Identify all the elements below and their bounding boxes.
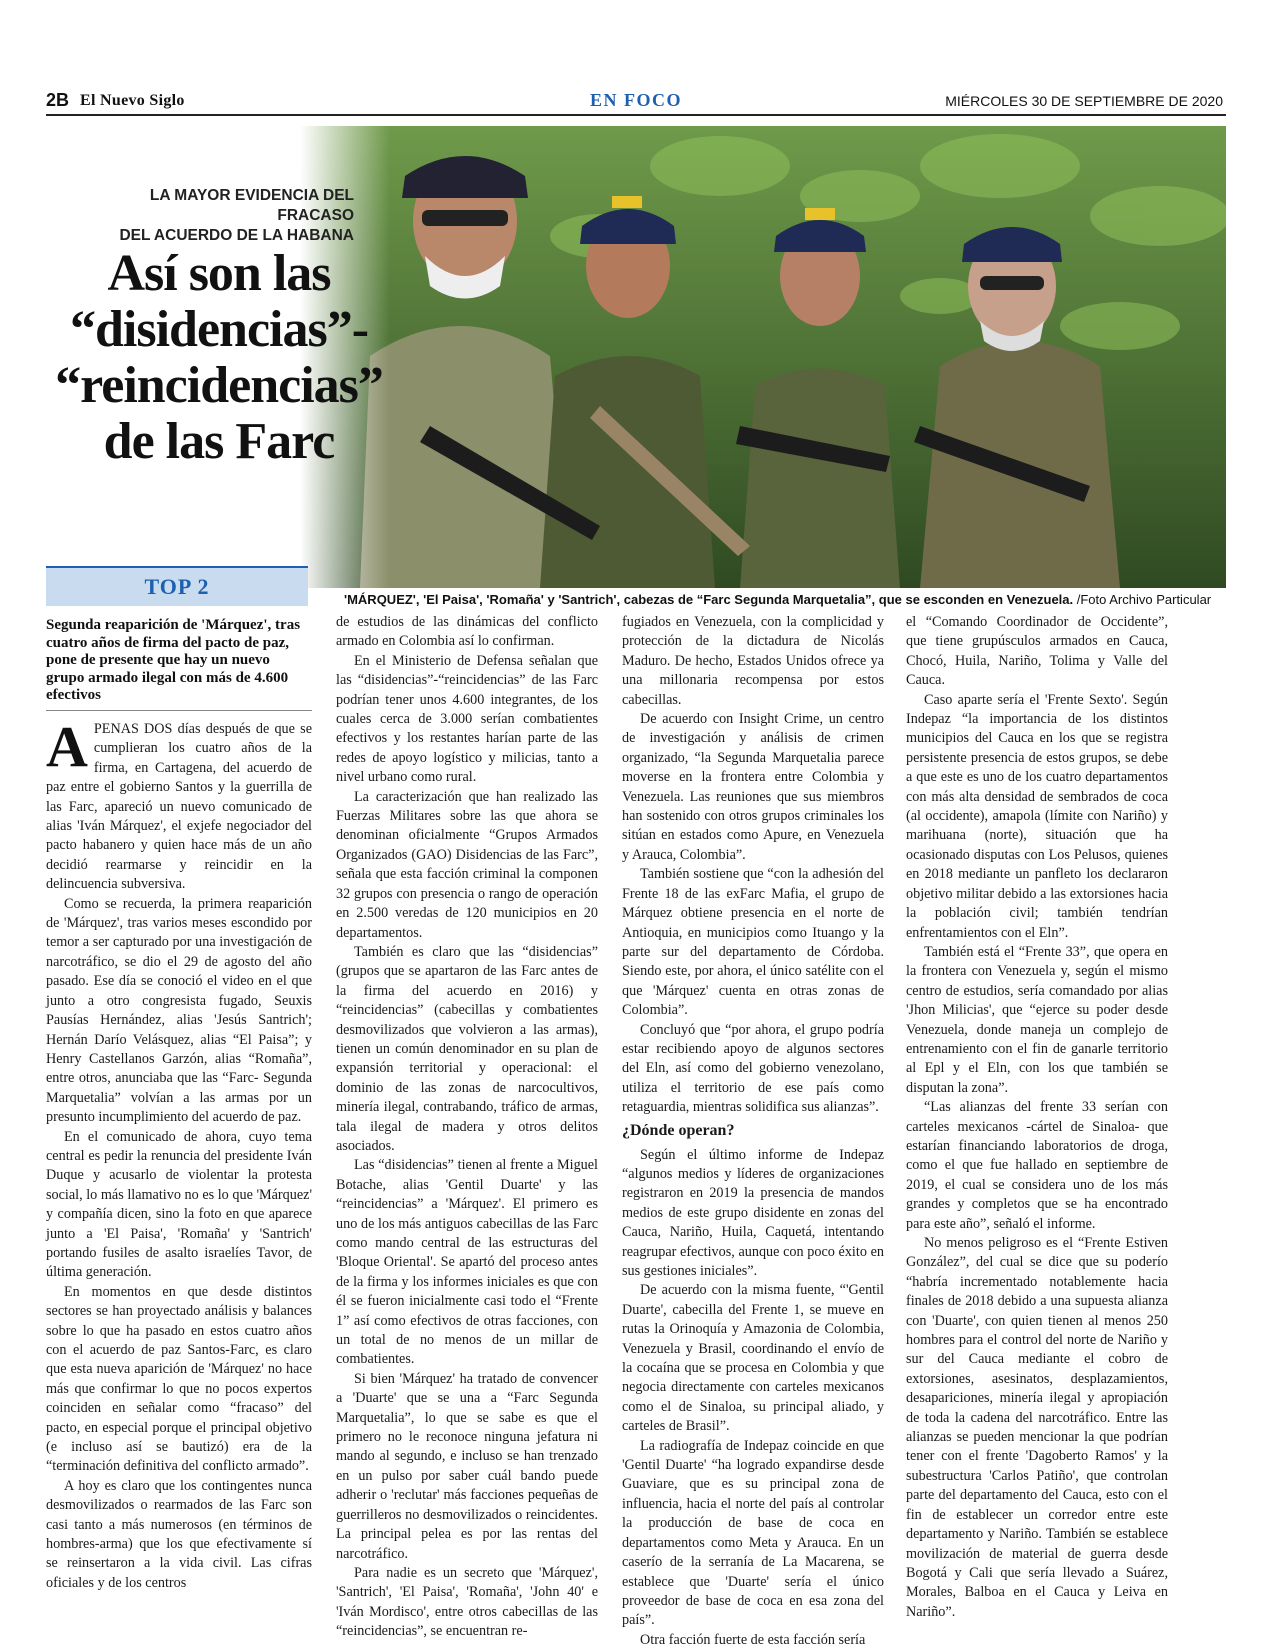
kicker [74,186,354,246]
paragraph: Como se recuerda, la primera reaparición de 'Márquez', tras varios meses escondido por temor a ser capturado por una investigación de narcotráfico, se dio el 29 de agosto del año pasado. Ese día se conoció el video en el que junto a otro congresista fugado, Seuxis Pausías Hernández, alias 'Jesús Santrich'; Hernán Darío Velásquez, alias “El Paisa”; y Henry Castellanos Garzón, alias “Romaña”, entre otros, anunciaba que las “Farc- Segunda Marquetalia” volvían a las armas por un presunto incumplimiento del acuerdo de paz. [46,895,312,1126]
paragraph: APENAS DOS días después de que se cumplieran los cuatro años de la firma, en Cartagena, del acuerdo de paz entre el gobierno Santos y la guerrilla de las Farc, apareció un nuevo comunicado de alias 'Iván Márquez', el exjefe negociador del pacto habanero y quien hace más de un año decidió rearmarse y reincidir en la delincuencia subversiva. [46,714,312,893]
paragraph: fugiados en Venezuela, con la complicidad y protección de la dictadura de Nicolás Maduro. De hecho, Estados Unidos ofrece ya una millonaria recompensa por estos cabecillas. [622,614,884,708]
paragraph: La radiografía de Indepaz coincide en que 'Gentil Duarte' “ha logrado expandirse desde Guaviare, que es su principal zona de influencia, hacia el norte del país al controlar la producción de base de coca en departamentos como Meta y Arauca. En un caserío de la serranía de La Macarena, se establece que 'Duarte' sería el único proveedor de base de coca en esa zona del país”. [622,1437,884,1629]
header-rule [46,114,1226,116]
kicker-line-2: DEL ACUERDO DE LA HABANA [119,227,354,244]
paragraph: En momentos en que desde distintos sectores se han proyectado análisis y balances sobre lo que ha pasado en estos cuatro años con el acuerdo de paz Santos-Farc, es claro que esta nueva aparición de 'Márquez' no hace más que confirmar lo que no pocos expertos coinciden en señalar como “fracaso” del pacto, en especial porque el principal objetivo (e incluso así se bautizó) era de la “terminación definitiva del conflicto armado”. [46,1283,312,1475]
paragraph: La caracterización que han realizado las Fuerzas Militares sobre las que ahora se denominan oficialmente “Grupos Armados Organizados (GAO) Disidencias de las Farc”, señala que esta facción criminal la componen 32 grupos con presencia o rango de operación en 2.500 veredas de 120 municipios en 20 departamentos. [336,788,598,941]
paragraph: No menos peligroso es el “Frente Estiven González”, del cual se dice que su poderío “habría incrementado notablemente hacia finales de 2018 debido a una supuesta alianza con 'Duarte', con quien tienen al menos 250 hombres para el control del norte de Nariño y sur del Cauca mediante el cobro de extorsiones, asesinatos, desplazamientos, desapariciones, minería ilegal y apropiación de toda la cadena del narcotráfico. Entre las alianzas se pueden mencionar la que podrían tener con el frente 'Dagoberto Ramos' y la subestructura 'Carlos Patiño', que controlan parte del departamento del Cauca, esto con el fin de establecer un corredor entre este departamento y Nariño. También se establece movilización de material de guerra desde Bogotá y Cali que sería llevado a Suárez, Morales, Balboa en el Cauca y Leiva en Nariño”. [906,1235,1168,1620]
paragraph: De acuerdo con Insight Crime, un centro de investigación y análisis de crimen organizado, “la Segunda Marquetalia parece moverse en la frontera entre Colombia y Venezuela. Las reuniones que sus miembros han sostenido con otros grupos criminales los sitúan en estados como Apure, en Venezuela y Arauca, Colombia”. [622,711,884,863]
paragraph: Otra facción fuerte de esta facción sería [640,1631,866,1648]
kicker-line-1: LA MAYOR EVIDENCIA DEL FRACASO [149,187,354,224]
paragraph: Según el último informe de Indepaz “algunos medios y líderes de organizaciones registraron en 2019 la presencia de mandos medios de este grupo disidente en zonas del Cauca, Nariño, Huila, Caquetá, intentando reagrupar efectivos, aunque con poco éxito en sus gestiones iniciales”. [622,1146,884,1279]
lead-summary: Segunda reaparición de 'Márquez', tras cuatro años de firma del pacto de paz, pone de presente que hay un nuevo grupo armado ilegal con más de 4.600 efectivos [46,617,301,703]
headline-line-1: Así son las [107,245,331,302]
headline [54,246,384,470]
top2-badge: TOP 2 [46,566,308,606]
caption-main: 'MÁRQUEZ', 'El Paisa', 'Romaña' y 'Santrich', cabezas de “Farc Segunda Marquetalia”, que se esconden en Venezuela. [344,592,1074,607]
caption-credit: /Foto Archivo Particular [1073,592,1212,607]
page-number: 2B [46,90,70,110]
paragraph: Para nadie es un secreto que 'Márquez', 'Santrich', 'El Paisa', 'Romaña', 'John 40' e 'Iván Mordisco', entre otros cabecillas de las “reincidencias”, se encuentran re- [336,1564,598,1640]
column-1 [46,714,312,1593]
paragraph: De acuerdo con la misma fuente, “'Gentil Duarte', cabecilla del Frente 1, se mueve en rutas la Orinoquía y Amazonia de Colombia, Venezuela y Brasil, coordinando el envío de la cocaína que se procesa en Colombia y que negocia directamente con carteles mexicanos como el de Sinaloa, su principal aliado, y carteles de Brasil”. [622,1282,884,1435]
paragraph: En el comunicado de ahora, cuyo tema central es pedir la renuncia del presidente Iván Duque y acusarlo de violentar la protesta social, lo más llamativo no es lo que 'Márquez' y compañía dicen, sino la foto en que aparece junto a 'El Paisa', 'Romaña' y 'Santrich' portando fusiles de asalto israelíes Tavor, de última generación. [46,1128,312,1281]
paragraph: Las “disidencias” tienen al frente a Miguel Botache, alias 'Gentil Duarte' y las “reincidencias” a 'Márquez'. El primero es uno de los más antiguos cabecillas de las Farc como mando central de las estructuras del 'Bloque Oriental'. Se apartó del proceso antes de la firma y los informes iniciales es que con él se fueron inicialmente casi todo el “Frente 1” así como efectivos de otras facciones, con un total de no menos de un millar de combatientes. [336,1157,598,1368]
paragraph: Si bien 'Márquez' ha tratado de convencer a 'Duarte' que se una a “Farc Segunda Marquetalia”, lo que se sabe es que el primero no le reconoce ninguna jefatura ni mando al segundo, e incluso se han trenzado en un pulso por saber cuál bando puede adherir o 'reclutar' más facciones pequeñas de guerrilleros no desmovilizados o reincidentes. La principal pelea es por las rentas del narcotráfico. [336,1370,598,1562]
paragraph: También sostiene que “con la adhesión del Frente 18 de las exFarc Mafia, el grupo de Márquez obtiene presencia en el norte de Antioquia, en municipios como Ituango y la parte sur del departamento de Córdoba. Siendo este, por ahora, el único satélite con el que 'Márquez' cuenta en otras zonas de Colombia”. [622,866,884,1019]
drop-cap: A [46,714,88,779]
publication-name: El Nuevo Siglo [80,92,185,109]
headline-line-2: “disidencias”- [69,301,369,358]
paragraph: Concluyó que “por ahora, el grupo podría estar recibiendo apoyo de algunos sectores del Eln, así como del gobierno venezolano, utiliza el territorio de ese país como retaguardia, mientras solidifica sus alianzas”. [622,1021,884,1116]
headline-line-4: de las Farc [103,413,335,470]
photo-caption [344,592,1224,607]
paragraph: A hoy es claro que los contingentes nunca desmovilizados o rearmados de las Farc son casi tanto a más numerosos (en términos de hombres-arma) que los que efectivamente sí se reinsertaron a la vida civil. Las cifras oficiales y de los centros [46,1477,312,1591]
paragraph: el “Comando Coordinador de Occidente”, que tiene grupúsculos armados en Cauca, Chocó, Huila, Nariño, Tolima y Valle del Cauca. [906,614,1168,689]
paragraph: Caso aparte sería el 'Frente Sexto'. Según Indepaz “la importancia de los distintos municipios del Cauca en los que se registra persistente presencia de estos grupos, se debe a que este es uno de los cuatro departamentos con más alta densidad de sembrados de coca (al occidente), amapola (límite con Nariño) y marihuana (norte), situación que ha ocasionado disputas con Los Pelusos, quienes en 2018 mediante un panfleto los declararon objetivo militar debido a las extorsiones hacia la población civil; también tendrían enfrentamientos con el Eln”. [906,691,1168,941]
subheading: ¿Dónde operan? [622,1121,735,1139]
issue-date: MIÉRCOLES 30 DE SEPTIEMBRE DE 2020 [945,93,1223,109]
paragraph: También está el “Frente 33”, que opera en la frontera con Venezuela y, según el mismo centro de estudios, sería comandado por alias 'Jhon Milicias', que “ejerce su poder desde Venezuela, donde maneja un complejo de entrenamiento con el fin de ganarle territorio al Epl y el Eln, con los que también se disputan la zona”. [906,943,1168,1096]
paragraph: de estudios de las dinámicas del conflicto armado en Colombia así lo confirman. [336,614,598,650]
column-3 [622,613,884,1650]
paragraph: También es claro que las “disidencias” (grupos que se apartaron de las Farc antes de la firma del acuerdo en 2016) y “reincidencias” (cabecillas y combatientes desmovilizados que volvieron a las armas), tienen un común denominador en su plan de expansión territorial y operacional: el dominio de las zonas de narcocultivos, minería ilegal, contrabando, tráfico de armas, tala ilegal de madera y otros delitos asociados. [336,943,598,1154]
headline-line-3: “reincidencias” [55,357,383,414]
lead-divider [46,710,312,711]
article-photo [300,126,1226,588]
paragraph: “Las alianzas del frente 33 serían con carteles mexicanos -cártel de Sinaloa- que estarían financiando laboratorios de droga, como el que fue hallado en septiembre de 2019, el cual se considera uno de los más grandes y completos que se ha encontrado para este año”, señaló el informe. [906,1099,1168,1232]
column-2 [336,613,598,1642]
column-4 [906,613,1168,1622]
section-name: EN FOCO [590,90,683,110]
paragraph: En el Ministerio de Defensa señalan que las “disidencias”-“reincidencias” de las Farc podrían tener unos 4.600 integrantes, de los cuales cerca de 3.000 serían combatientes efectivos y los restantes harían parte de las redes de apoyo logístico y milicias, tanto a nivel urbano como rural. [336,652,598,786]
